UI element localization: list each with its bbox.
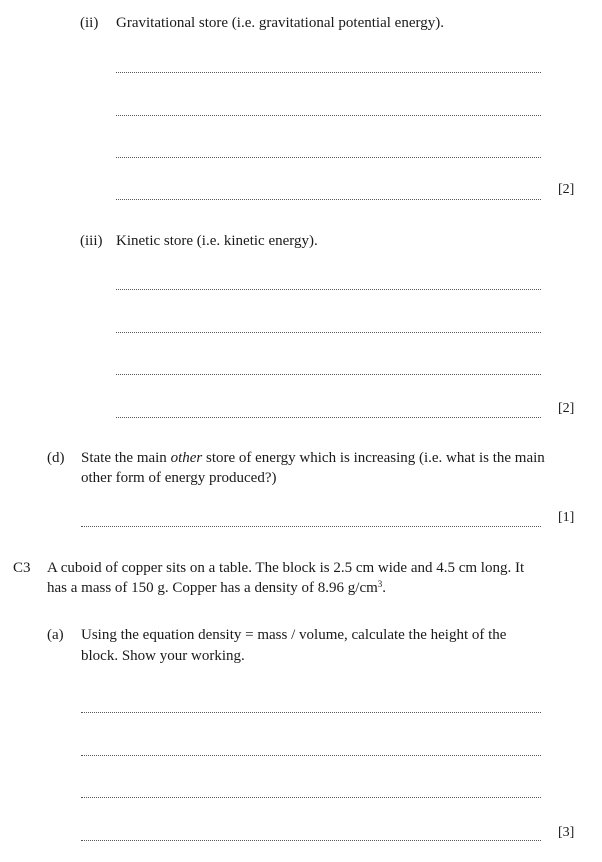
subpart-text-iii: Kinetic store (i.e. kinetic energy). [116,233,318,249]
part-label-a: (a) [47,627,64,643]
marks-badge: [2] [558,401,575,416]
question-number-c3: C3 [13,560,31,576]
part-text-a-line1: Using the equation density = mass / volume, calculate the height of the [81,627,507,643]
question-text-c3-line2: has a mass of 150 g. Copper has a density of 8.96 $g/cm^3$. [47,579,387,596]
emphasis-other: other [170,450,203,466]
answer-line[interactable] [81,712,541,713]
part-text-d: State the main other store of energy which is increasing (i.e. what is the main [81,450,545,466]
part-text-d-line2: other form of energy produced?) [81,470,277,486]
answer-line[interactable] [81,840,541,841]
subpart-label-ii: (ii) [80,15,99,31]
subpart-text-ii: Gravitational store (i.e. gravitational potential energy). [116,15,444,31]
answer-line[interactable] [116,115,541,116]
answer-line[interactable] [116,157,541,158]
answer-line[interactable] [81,526,541,527]
marks-badge: [1] [558,510,575,525]
marks-badge: [3] [558,825,575,840]
answer-line[interactable] [116,72,541,73]
answer-line[interactable] [81,797,541,798]
part-label-d: (d) [47,450,65,466]
answer-line[interactable] [116,374,541,375]
part-text-a-line2: block. Show your working. [81,648,245,664]
answer-line[interactable] [116,332,541,333]
question-text-c3-line1: A cuboid of copper sits on a table. The block is 2.5 cm wide and 4.5 cm long. It [47,560,525,576]
answer-line[interactable] [81,755,541,756]
subpart-label-iii: (iii) [80,233,103,249]
marks-badge: [2] [558,182,575,197]
answer-line[interactable] [116,199,541,200]
answer-line[interactable] [116,289,541,290]
answer-line[interactable] [116,417,541,418]
